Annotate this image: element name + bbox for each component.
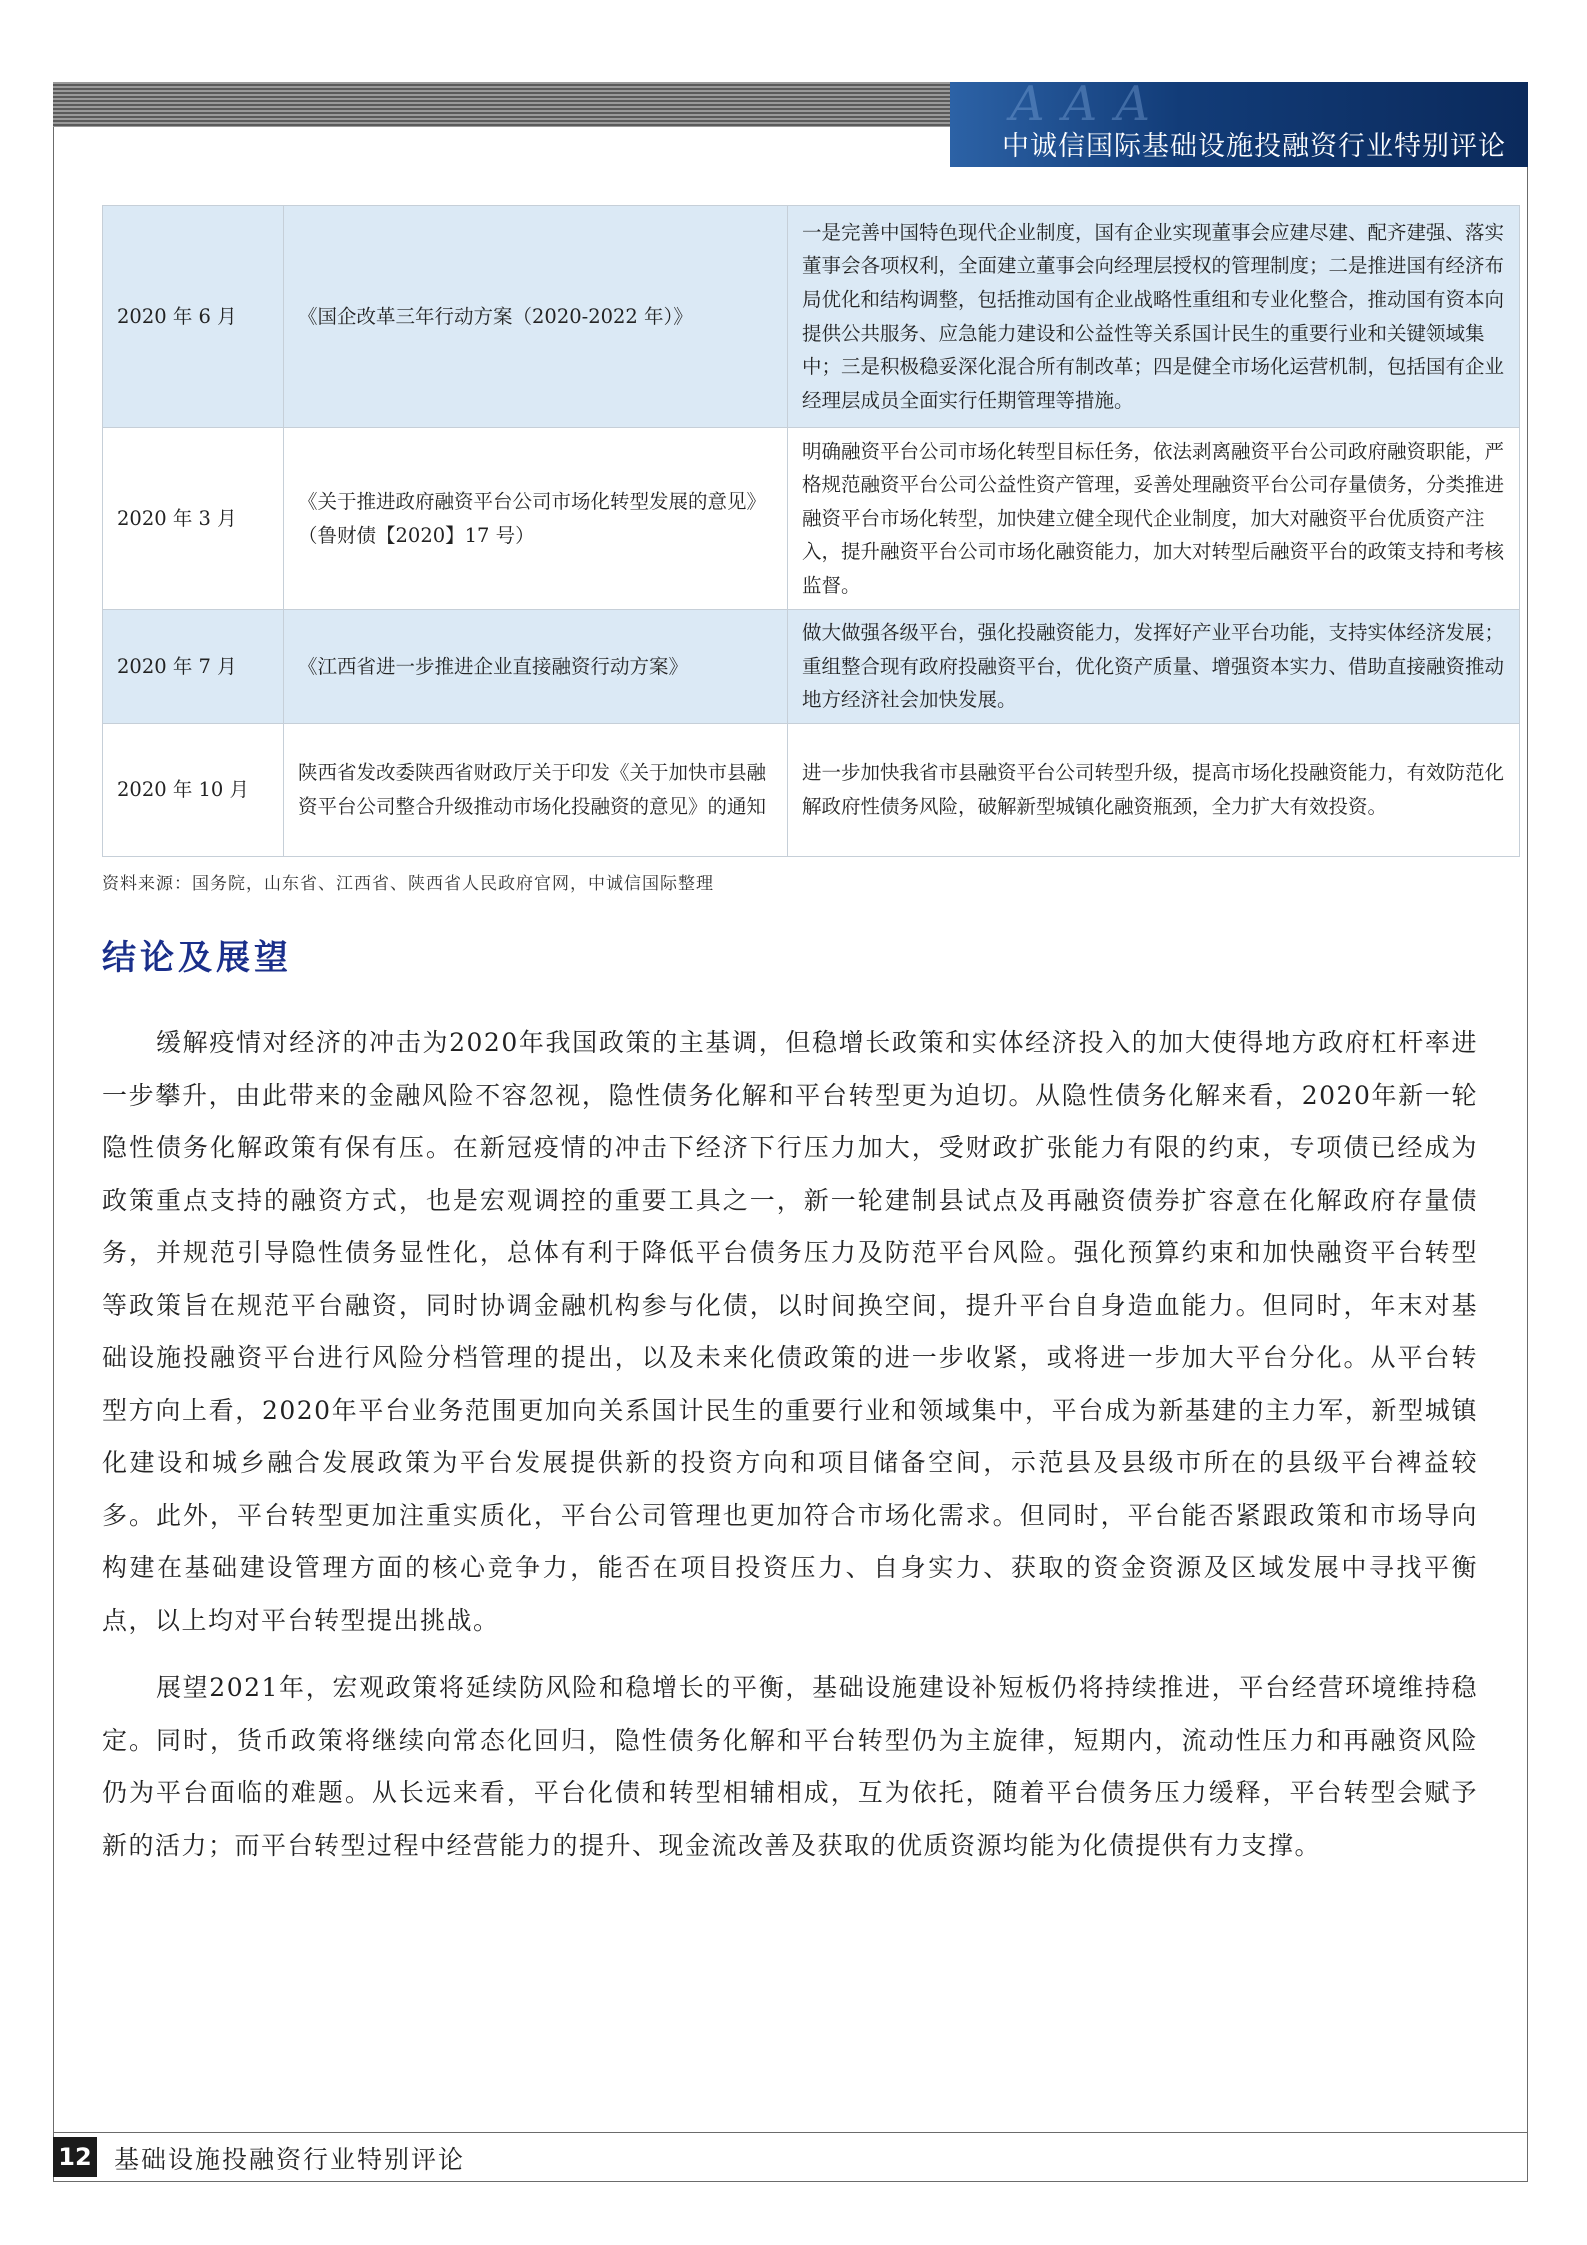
footer-title: 基础设施投融资行业特别评论 [114, 2145, 466, 2174]
policy-content: 明确融资平台公司市场化转型目标任务，依法剥离融资平台公司政府融资职能，严格规范融资平台公司公益性资产管理，妥善处理融资平台公司存量债务，分类推进融资平台市场化转型，加快建立健全现代企业制度，加大对融资平台优质资产注入，提升融资平台公司市场化融资能力，加大对转型后融资平台的政策支持和考核监督。 [788, 428, 1520, 610]
header-banner [950, 82, 1528, 167]
policy-title: 《江西省进一步推进企业直接融资行动方案》 [284, 610, 788, 724]
policy-title: 《国企改革三年行动方案（2020-2022 年）》 [284, 206, 788, 428]
body-paragraph: 展望2021年，宏观政策将延续防风险和稳增长的平衡，基础设施建设补短板仍将持续推进，平台经营环境维持稳定。同时，货币政策将继续向常态化回归，隐性债务化解和平台转型仍为主旋律，短期内，流动性压力和再融资风险仍为平台面临的难题。从长远来看，平台化债和转型相辅相成，互为依托，随着平台债务压力缓释，平台转型会赋予新的活力；而平台转型过程中经营能力的提升、现金流改善及获取的优质资源均能为化债提供有力支撑。 [102, 1673, 1478, 1860]
source-note: 资料来源：国务院，山东省、江西省、陕西省人民政府官网，中诚信国际整理 [102, 873, 714, 894]
policy-content: 做大做强各级平台，强化投融资能力，发挥好产业平台功能，支持实体经济发展；重组整合现有政府投融资平台，优化资产质量、增强资本实力、借助直接融资推动地方经济社会加快发展。 [788, 610, 1520, 724]
policy-title: 《关于推进政府融资平台公司市场化转型发展的意见》（鲁财债【2020】17 号） [284, 428, 788, 610]
header-stripe-band [53, 82, 953, 127]
table-row [103, 723, 1520, 856]
body-paragraph: 缓解疫情对经济的冲击为2020年我国政策的主基调，但稳增长政策和实体经济投入的加大使得地方政府杠杆率进一步攀升，由此带来的金融风险不容忽视，隐性债务化解和平台转型更为迫切。从隐性债务化解来看，2020年新一轮隐性债务化解政策有保有压。在新冠疫情的冲击下经济下行压力加大，受财政扩张能力有限的约束，专项债已经成为政策重点支持的融资方式，也是宏观调控的重要工具之一，新一轮建制县试点及再融资债券扩容意在化解政府存量债务，并规范引导隐性债务显性化，总体有利于降低平台债务压力及防范平台风险。强化预算约束和加快融资平台转型等政策旨在规范平台融资，同时协调金融机构参与化债，以时间换空间，提升平台自身造血能力。但同时，年末对基础设施投融资平台进行风险分档管理的提出，以及未来化债政策的进一步收紧，或将进一步加大平台分化。从平台转型方向上看，2020年平台业务范围更加向关系国计民生的重要行业和领域集中，平台成为新基建的主力军，新型城镇化建设和城乡融合发展政策为平台发展提供新的投资方向和项目储备空间，示范县及县级市所在的县级平台裨益较多。此外，平台转型更加注重实质化，平台公司管理也更加符合市场化需求。但同时，平台能否紧跟政策和市场导向构建在基础建设管理方面的核心竞争力，能否在项目投资压力、自身实力、获取的资金资源及区域发展中寻找平衡点，以上均对平台转型提出挑战。 [102, 1028, 1478, 1635]
footer-divider [53, 2132, 1528, 2133]
policy-date: 2020 年 7 月 [103, 610, 284, 724]
policy-date: 2020 年 6 月 [103, 206, 284, 428]
policy-content: 一是完善中国特色现代企业制度，国有企业实现董事会应建尽建、配齐建强、落实董事会各项权利，全面建立董事会向经理层授权的管理制度；二是推进国有经济布局优化和结构调整，包括推动国有企业战略性重组和专业化整合，推动国有资本向提供公共服务、应急能力建设和公益性等关系国计民生的重要行业和关键领域集中；三是积极稳妥深化混合所有制改革；四是健全市场化运营机制，包括国有企业经理层成员全面实行任期管理等措施。 [788, 206, 1520, 428]
policy-table [102, 205, 1520, 857]
policy-date: 2020 年 3 月 [103, 428, 284, 610]
page-number: 12 [53, 2137, 97, 2177]
table-row [103, 610, 1520, 724]
section-heading: 结论及展望 [102, 938, 292, 978]
table-row [103, 206, 1520, 428]
policy-content: 进一步加快我省市县融资平台公司转型升级，提高市场化投融资能力，有效防范化解政府性债务风险，破解新型城镇化融资瓶颈，全力扩大有效投资。 [788, 723, 1520, 856]
policy-title: 陕西省发改委陕西省财政厅关于印发《关于加快市县融资平台公司整合升级推动市场化投融资的意见》的通知 [284, 723, 788, 856]
policy-date: 2020 年 10 月 [103, 723, 284, 856]
table-row [103, 428, 1520, 610]
header-watermark: AAA [1010, 82, 1168, 132]
header-title: 中诚信国际基础设施投融资行业特别评论 [1002, 131, 1506, 162]
